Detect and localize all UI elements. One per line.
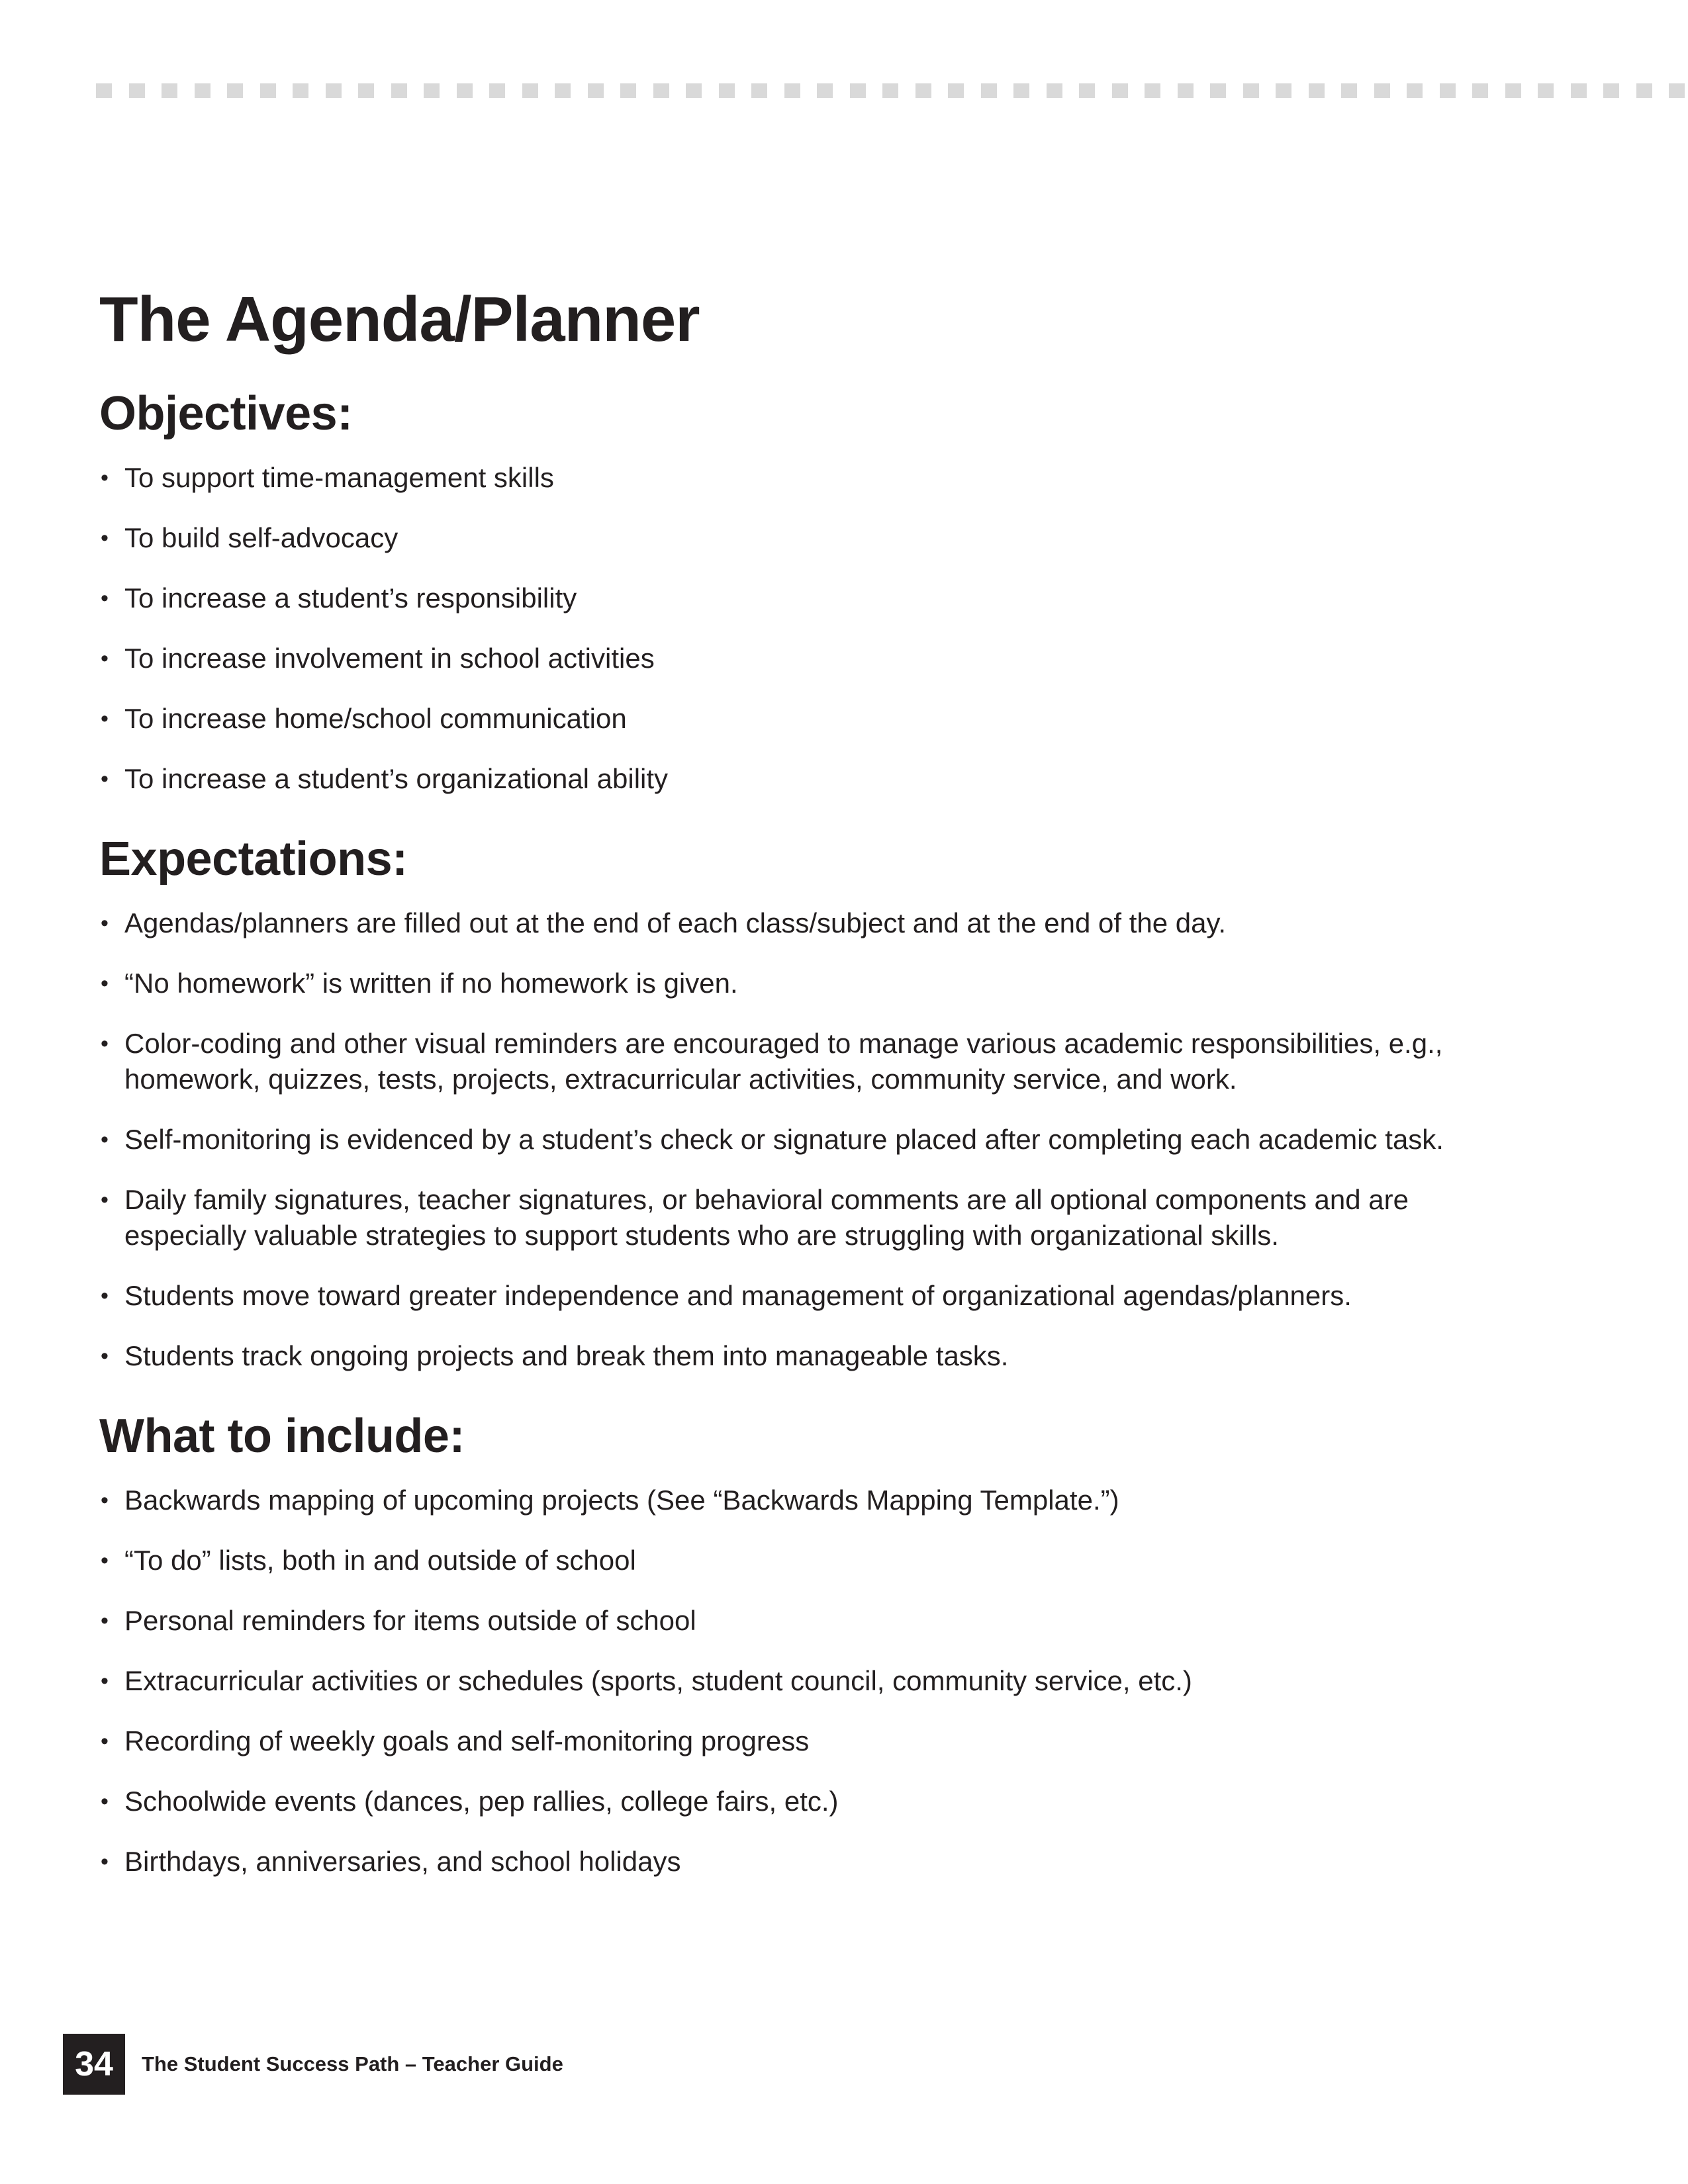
page-title: The Agenda/Planner bbox=[99, 284, 700, 355]
decorative-dash bbox=[129, 83, 145, 98]
list-item: • Recording of weekly goals and self-monitoring progress bbox=[99, 1723, 1523, 1759]
section-heading-what-to-include: What to include: bbox=[99, 1409, 465, 1463]
page-number-badge: 34 bbox=[63, 2034, 125, 2095]
list-item: • Students track ongoing projects and break them into manageable tasks. bbox=[99, 1338, 1523, 1374]
page-footer bbox=[63, 2034, 563, 2095]
footer-book-title: The Student Success Path – Teacher Guide bbox=[142, 2052, 563, 2075]
decorative-dash bbox=[1309, 83, 1325, 98]
decorative-dash bbox=[817, 83, 833, 98]
decorative-dash bbox=[1178, 83, 1194, 98]
section-heading-objectives: Objectives: bbox=[99, 387, 353, 440]
decorative-dash bbox=[981, 83, 997, 98]
decorative-dash bbox=[522, 83, 538, 98]
decorative-dash bbox=[1669, 83, 1685, 98]
list-item: • Students move toward greater independence and management of organizational agendas/planners. bbox=[99, 1278, 1523, 1314]
decorative-dash bbox=[751, 83, 767, 98]
decorative-dash bbox=[1374, 83, 1390, 98]
list-item: • Extracurricular activities or schedules (sports, student council, community service, etc.) bbox=[99, 1663, 1523, 1699]
decorative-dash bbox=[555, 83, 571, 98]
decorative-dash bbox=[1112, 83, 1128, 98]
list-item: • Personal reminders for items outside of school bbox=[99, 1603, 1523, 1639]
decorative-dash bbox=[162, 83, 177, 98]
decorative-dash bbox=[1047, 83, 1062, 98]
list-item: • To increase home/school communication bbox=[99, 701, 1523, 737]
list-item: • To increase a student’s organizational ability bbox=[99, 761, 1523, 797]
decorative-dash bbox=[489, 83, 505, 98]
decorative-dash bbox=[293, 83, 308, 98]
decorative-dash bbox=[1407, 83, 1423, 98]
list-item: • To build self-advocacy bbox=[99, 520, 1523, 556]
list-item: • Daily family signatures, teacher signatures, or behavioral comments are all optional components and are especially valuable strategies to support students who are struggling with organizational skills. bbox=[99, 1182, 1523, 1253]
page-content bbox=[99, 285, 1523, 1916]
decorative-dash bbox=[96, 83, 112, 98]
decorative-dash bbox=[686, 83, 702, 98]
list-item: • “No homework” is written if no homework is given. bbox=[99, 966, 1523, 1001]
expectations-list bbox=[99, 905, 1523, 1374]
decorative-dash bbox=[227, 83, 243, 98]
decorative-dash bbox=[1636, 83, 1652, 98]
decorative-dash bbox=[326, 83, 342, 98]
list-item: • To increase a student’s responsibility bbox=[99, 580, 1523, 616]
decorative-dash bbox=[1538, 83, 1554, 98]
decorative-dash bbox=[882, 83, 898, 98]
decorative-dash bbox=[850, 83, 866, 98]
what-to-include-list bbox=[99, 1482, 1523, 1880]
decorative-dash bbox=[1243, 83, 1259, 98]
list-item: • Agendas/planners are filled out at the end of each class/subject and at the end of the day. bbox=[99, 905, 1523, 941]
decorative-dash bbox=[1341, 83, 1357, 98]
decorative-dash bbox=[653, 83, 669, 98]
decorative-dash bbox=[784, 83, 800, 98]
decorative-dash bbox=[1440, 83, 1456, 98]
list-item: • To increase involvement in school activities bbox=[99, 641, 1523, 676]
section-heading-expectations: Expectations: bbox=[99, 832, 408, 886]
decorative-dash bbox=[1603, 83, 1619, 98]
decorative-dash bbox=[1571, 83, 1587, 98]
list-item: • “To do” lists, both in and outside of school bbox=[99, 1543, 1523, 1578]
list-item: • Color-coding and other visual reminders are encouraged to manage various academic responsibilities, e.g., homework, quizzes, tests, projects, extracurricular activities, community service, and work. bbox=[99, 1026, 1523, 1097]
decorative-dash bbox=[424, 83, 440, 98]
decorative-dash bbox=[948, 83, 964, 98]
section-objectives bbox=[99, 388, 1523, 797]
decorative-dash bbox=[457, 83, 473, 98]
list-item: • Schoolwide events (dances, pep rallies, college fairs, etc.) bbox=[99, 1784, 1523, 1819]
decorative-dash bbox=[1079, 83, 1095, 98]
decorative-dash bbox=[391, 83, 407, 98]
decorative-dash bbox=[1210, 83, 1226, 98]
decorative-dash bbox=[915, 83, 931, 98]
list-item: • Birthdays, anniversaries, and school holidays bbox=[99, 1844, 1523, 1880]
decorative-dash bbox=[620, 83, 636, 98]
decorative-dash bbox=[1145, 83, 1160, 98]
decorative-dash-border bbox=[96, 83, 1688, 98]
decorative-dash bbox=[1505, 83, 1521, 98]
decorative-dash bbox=[260, 83, 276, 98]
decorative-dash bbox=[588, 83, 604, 98]
decorative-dash bbox=[195, 83, 211, 98]
list-item: • Backwards mapping of upcoming projects (See “Backwards Mapping Template.”) bbox=[99, 1482, 1523, 1518]
list-item: • Self-monitoring is evidenced by a student’s check or signature placed after completing each academic task. bbox=[99, 1122, 1523, 1158]
decorative-dash bbox=[1472, 83, 1488, 98]
decorative-dash bbox=[358, 83, 374, 98]
section-expectations bbox=[99, 833, 1523, 1374]
decorative-dash bbox=[719, 83, 735, 98]
decorative-dash bbox=[1013, 83, 1029, 98]
decorative-dash bbox=[1276, 83, 1291, 98]
list-item: • To support time-management skills bbox=[99, 460, 1523, 496]
section-what-to-include bbox=[99, 1410, 1523, 1880]
objectives-list bbox=[99, 460, 1523, 797]
